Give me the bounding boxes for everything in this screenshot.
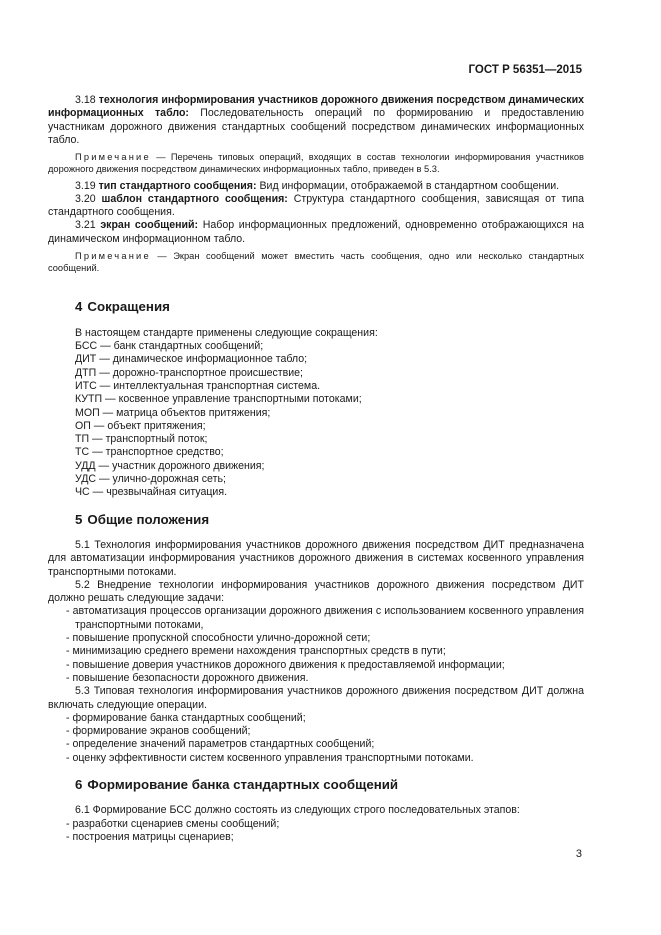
term-name: шаблон стандартного сообщения: (101, 192, 288, 205)
term-3-18 (48, 94, 584, 147)
task-item: - автоматизация процессов организации дорожного движения с использованием косвенного управления транспортными потоками, (66, 605, 584, 631)
note-label: Примечание (75, 152, 151, 163)
paragraph-5-1: 5.1 Технология информирования участников дорожного движения посредством ДИТ предназначена для автоматизации информирования участников дорожного движения в системах косвенного управления транспортными потоками. (48, 538, 584, 578)
task-item: - повышение безопасности дорожного движения. (66, 671, 309, 684)
abbreviation-item: БСС — банк стандартных сообщений; (75, 340, 264, 353)
section-number: 5 (75, 511, 83, 527)
operation-item: - определение значений параметров стандартных сообщений; (66, 738, 375, 751)
task-item: - повышение пропускной способности улично-дорожной сети; (66, 632, 371, 645)
term-number: 3.20 (75, 192, 96, 205)
term-definition: Вид информации, отображаемой в стандартном сообщении. (256, 179, 560, 192)
abbreviation-item: ТС — транспортное средство; (75, 446, 224, 459)
abbreviation-item: ОП — объект притяжения; (75, 419, 206, 432)
term-definition: Последовательность операций по формированию и предоставлению участникам дорожного движения стандартных сообщений посредством динамических информационных табло. (48, 107, 585, 146)
abbreviation-item: МОП — матрица объектов притяжения; (75, 406, 271, 419)
paragraph-5-3: 5.3 Типовая технология информирования участников дорожного движения посредством ДИТ должна включать следующие операции. (48, 685, 584, 711)
term-definition: Структура стандартного сообщения, зависящая от типа стандартного сообщения. (48, 192, 584, 219)
operation-item: - оценку эффективности систем косвенного управления транспортными потоками. (66, 751, 474, 764)
abbreviation-item: КУТП — косвенное управление транспортными потоками; (75, 393, 362, 406)
note-label: Примечание (75, 251, 151, 262)
term-definition: Набор информационных предложений, одновременно отображающихся на динамическом информационном табло. (48, 219, 584, 245)
note-text: — Экран сообщений может вместить часть сообщения, одно или несколько стандартных сообщений. (48, 251, 584, 274)
abbreviation-item: ЧС — чрезвычайная ситуация. (75, 486, 228, 499)
section-number: 6 (75, 776, 83, 792)
abbreviation-item: ИТС — интеллектуальная транспортная система. (75, 379, 321, 392)
abbreviations-intro: В настоящем стандарте применены следующие сокращения: (75, 326, 378, 339)
term-number: 3.18 (75, 94, 96, 106)
operation-item: - формирование банка стандартных сообщений; (66, 711, 306, 724)
term-3-21 (48, 219, 584, 246)
term-3-19 (48, 180, 584, 193)
task-item: - минимизацию среднего времени нахождения транспортных средств в пути; (66, 645, 446, 658)
tasks-list (48, 605, 584, 685)
page-number: 3 (575, 848, 582, 860)
term-number: 3.21 (75, 219, 96, 232)
step-item: - разработки сценариев смены сообщений; (66, 817, 280, 830)
section-number: 4 (75, 299, 83, 315)
section-title: Общие положения (87, 511, 210, 527)
task-item: - повышение доверия участников дорожного движения к предоставляемой информации; (66, 658, 505, 671)
section-title: Сокращения (87, 299, 170, 315)
steps-list (48, 818, 584, 845)
operations-list (48, 712, 584, 765)
paragraph-5-2: 5.2 Внедрение технологии информирования участников дорожного движения посредством ДИТ должно решать следующие задачи: (48, 578, 584, 605)
term-name: экран сообщений: (100, 219, 199, 232)
term-name: технология информирования участников дорожного движения посредством динамических информационных табло: (48, 94, 584, 120)
term-3-20 (48, 193, 584, 220)
abbreviation-item: ДИТ — динамическое информационное табло; (75, 353, 308, 366)
abbreviations-list (48, 340, 584, 500)
note-2 (48, 250, 584, 274)
term-name: тип стандартного сообщения: (98, 179, 257, 192)
term-number: 3.19 (75, 179, 96, 192)
section-5-heading (48, 513, 584, 526)
abbreviation-item: ДТП — дорожно-транспортное происшествие; (75, 366, 303, 379)
section-title: Формирование банка стандартных сообщений (87, 776, 399, 792)
section-4-heading (48, 300, 584, 313)
document-header: ГОСТ Р 56351—2015 (468, 64, 582, 76)
document-body (48, 94, 584, 844)
abbreviation-item: УДД — участник дорожного движения; (75, 459, 265, 472)
paragraph-6-1: 6.1 Формирование БСС должно состоять из следующих строго последовательных этапов: (75, 804, 520, 817)
abbreviation-item: УДС — улично-дорожная сеть; (75, 473, 226, 486)
step-item: - построения матрицы сценариев; (66, 830, 234, 843)
abbreviation-item: ТП — транспортный поток; (75, 433, 208, 446)
operation-item: - формирование экранов сообщений; (66, 725, 251, 738)
note-1 (48, 151, 584, 175)
section-6-heading (48, 778, 584, 791)
note-text: — Перечень типовых операций, входящих в состав технологии информирования участников дорожного движения посредством динамических информационных табло, приведен в 5.3. (48, 152, 584, 175)
